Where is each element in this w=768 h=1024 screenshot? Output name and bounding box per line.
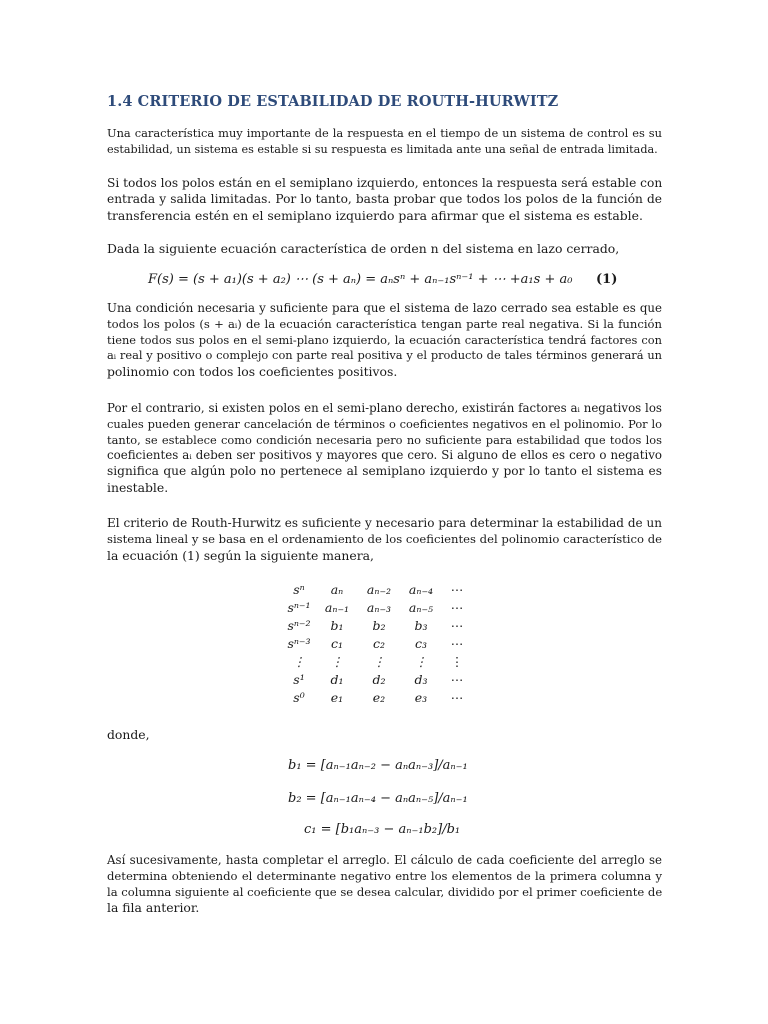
paragraph-line: todos los polos (s + aᵢ) de la ecuación característica tengan parte real negativa. Si la función: [107, 316, 662, 331]
paragraph-line: Dada la siguiente ecuación característica de orden n del sistema en lazo cerrado,: [107, 241, 620, 256]
routh-coefficient: e₃: [414, 689, 428, 705]
paragraph-line: coeficientes aᵢ deben ser positivos y mayores que cero. Si alguno de ellos es cero o negativo: [107, 448, 662, 463]
paragraph-line: tiene todos sus polos en el semi-plano izquierdo, la ecuación característica tendrá factores con: [107, 332, 662, 347]
paragraph-donde: [107, 727, 662, 743]
routh-row: [282, 670, 472, 688]
paragraph-line: estabilidad, un sistema es estable si su respuesta es limitada ante una señal de entrada limitada.: [107, 142, 658, 156]
paragraph-5: [107, 401, 662, 496]
paragraph-line: donde,: [107, 727, 150, 742]
equation-number: (1): [596, 272, 618, 287]
routh-coefficient: b₁: [330, 617, 344, 633]
routh-coefficient: c₁: [330, 635, 343, 651]
routh-coefficient: b₃: [414, 617, 428, 633]
paragraph-line: significa que algún polo no pertenece al semiplano izquierdo y por lo tanto el sistema es: [107, 464, 662, 479]
routh-power-label: sⁿ⁻²: [287, 617, 311, 633]
routh-row: [282, 652, 472, 670]
routh-array: [282, 580, 472, 706]
paragraph-line: polinomio con todos los coeficientes positivos.: [107, 364, 398, 380]
routh-coefficient: aₙ₋₃: [366, 599, 392, 615]
routh-row: [282, 688, 472, 706]
paragraph-line: determina obteniendo el determinante negativo entre los elementos de la primera columna y: [107, 868, 662, 883]
routh-coefficient: d₂: [372, 671, 386, 687]
routh-coefficient: e₁: [330, 689, 344, 705]
paragraph-line: transferencia estén en el semiplano izquierdo para afirmar que el sistema es estable.: [107, 207, 643, 223]
paragraph-line: la fila anterior.: [107, 900, 200, 916]
equation-c1: c₁ = [b₁aₙ₋₃ − aₙ₋₁b₂]/b₁: [304, 822, 461, 837]
section-heading: 1.4 CRITERIO DE ESTABILIDAD DE ROUTH-HURWITZ: [107, 93, 559, 110]
routh-coefficient: ⋯: [450, 581, 464, 597]
paragraph-line: Así sucesivamente, hasta completar el arreglo. El cálculo de cada coeficiente del arreglo se: [107, 853, 662, 867]
routh-power-label: sⁿ⁻¹: [287, 599, 311, 615]
routh-coefficient: d₃: [414, 671, 428, 687]
paragraph-line: inestable.: [107, 479, 169, 495]
routh-coefficient: ⋯: [450, 689, 464, 705]
paragraph-line: sistema lineal y se basa en el ordenamiento de los coeficientes del polinomio característico de: [107, 531, 662, 546]
routh-row: [282, 616, 472, 634]
routh-coefficient: ⋮: [450, 653, 464, 669]
routh-coefficient: c₃: [414, 635, 427, 651]
routh-coefficient: ⋯: [450, 599, 464, 615]
paragraph-4: [107, 301, 662, 380]
routh-row: [282, 634, 472, 652]
routh-coefficient: e₂: [372, 689, 386, 705]
paragraph-6: [107, 516, 662, 563]
routh-power-label: sⁿ⁻³: [287, 635, 311, 651]
equation-b1: b₁ = [aₙ₋₁aₙ₋₂ − aₙaₙ₋₃]/aₙ₋₁: [288, 758, 468, 773]
paragraph-line: aᵢ real y positivo o complejo con parte real positiva y el producto de tales términos generará un: [107, 348, 662, 363]
routh-coefficient: ⋮: [330, 653, 344, 669]
paragraph-line: entrada y salida limitadas. Por lo tanto, basta probar que todos los polos de la función de: [107, 191, 662, 206]
routh-coefficient: ⋮: [414, 653, 428, 669]
equation-b2: b₂ = [aₙ₋₁aₙ₋₄ − aₙaₙ₋₅]/aₙ₋₁: [288, 791, 468, 806]
routh-coefficient: ⋮: [372, 653, 386, 669]
routh-power-label: sⁿ: [293, 581, 305, 597]
paragraph-line: Por el contrario, si existen polos en el semi-plano derecho, existirán factores aᵢ negativos los: [107, 401, 662, 415]
routh-power-label: ⋮: [292, 653, 306, 669]
paragraph-line: tanto, se establece como condición necesaria pero no suficiente para estabilidad que todos los: [107, 432, 662, 447]
paragraph-3: [107, 241, 662, 257]
paragraph-1: [107, 126, 662, 158]
paragraph-line: la columna siguiente al coeficiente que se desea calcular, dividido por el primer coeficiente de: [107, 884, 663, 899]
paragraph-line: El criterio de Routh-Hurwitz es suficiente y necesario para determinar la estabilidad de un: [107, 516, 662, 530]
routh-coefficient: d₁: [330, 671, 344, 687]
paragraph-line: la ecuación (1) según la siguiente manera,: [107, 547, 374, 563]
paragraph-line: Si todos los polos están en el semiplano izquierdo, entonces la respuesta será estable con: [107, 176, 663, 190]
routh-coefficient: aₙ₋₁: [324, 599, 350, 615]
routh-row: [282, 580, 472, 598]
routh-coefficient: ⋯: [450, 671, 464, 687]
paragraph-line: Una característica muy importante de la respuesta en el tiempo de un sistema de control es su: [107, 126, 662, 140]
routh-coefficient: ⋯: [450, 617, 464, 633]
routh-coefficient: aₙ₋₂: [366, 581, 392, 597]
paragraph-7: [107, 853, 662, 916]
characteristic-equation: F(s) = (s + a₁)(s + a₂) ⋯ (s + aₙ) = aₙsⁿ + aₙ₋₁sⁿ⁻¹ + ⋯ +a₁s + a₀: [148, 272, 573, 287]
routh-coefficient: b₂: [372, 617, 386, 633]
routh-coefficient: aₙ₋₄: [408, 581, 434, 597]
paragraph-line: Una condición necesaria y suficiente para que el sistema de lazo cerrado sea estable es que: [107, 301, 662, 315]
routh-coefficient: ⋯: [450, 635, 464, 651]
paragraph-line: cuales pueden generar cancelación de términos o coeficientes negativos en el polinomio. Por lo: [107, 416, 662, 431]
routh-coefficient: aₙ: [330, 581, 344, 597]
paragraph-2: [107, 176, 662, 223]
routh-row: [282, 598, 472, 616]
routh-coefficient: aₙ₋₅: [408, 599, 434, 615]
routh-coefficient: c₂: [372, 635, 385, 651]
routh-power-label: s⁰: [293, 689, 305, 705]
routh-power-label: s¹: [293, 671, 305, 687]
